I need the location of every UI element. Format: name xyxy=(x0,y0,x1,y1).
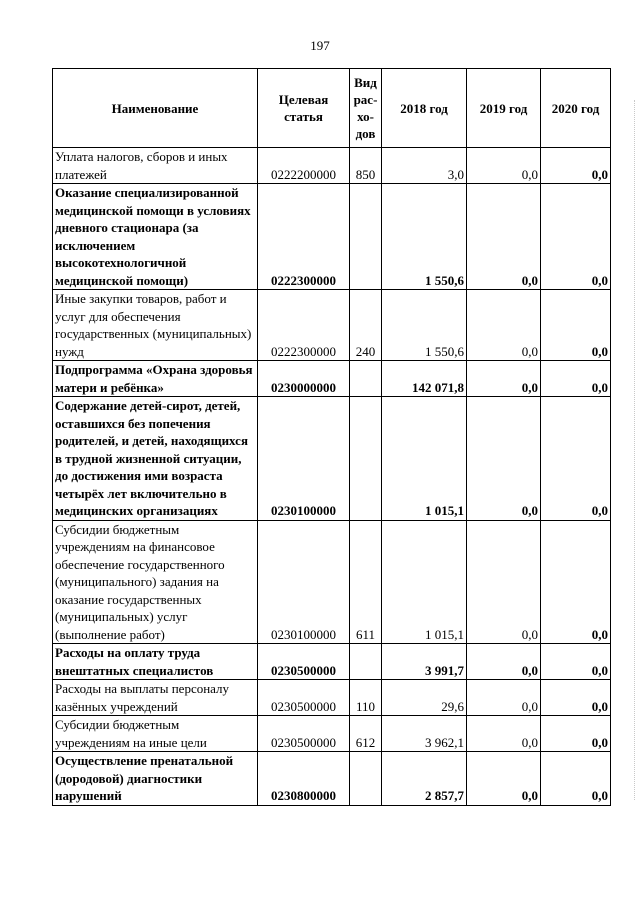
row-expense-type-cell: 612 xyxy=(350,716,382,752)
row-expense-type-cell xyxy=(350,361,382,397)
row-2018-value-cell: 2 857,7 xyxy=(382,752,467,806)
row-expense-type-cell xyxy=(350,184,382,290)
row-2019-value-cell: 0,0 xyxy=(467,680,541,716)
table-row xyxy=(53,290,611,361)
row-expense-type-cell xyxy=(350,644,382,680)
table-row xyxy=(53,644,611,680)
row-target-article-cell: 0222300000 xyxy=(258,290,350,361)
header-2019: 2019 год xyxy=(467,69,541,148)
table-row xyxy=(53,520,611,644)
table-row xyxy=(53,752,611,806)
row-2019-value-cell: 0,0 xyxy=(467,752,541,806)
row-name-cell: Расходы на выплаты персоналу казённых учреждений xyxy=(53,680,258,716)
row-2018-value-cell: 1 550,6 xyxy=(382,184,467,290)
table-header-row xyxy=(53,69,611,148)
header-2018: 2018 год xyxy=(382,69,467,148)
row-name-cell: Субсидии бюджетным учреждениям на финансовое обеспечение государственного (муниципального) задания на оказание государственных (муниципальных) услуг (выполнение работ) xyxy=(53,520,258,644)
row-expense-type-cell xyxy=(350,397,382,521)
row-2019-value-cell: 0,0 xyxy=(467,397,541,521)
row-2020-value-cell: 0,0 xyxy=(541,148,611,184)
row-target-article-cell: 0230500000 xyxy=(258,716,350,752)
row-2019-value-cell: 0,0 xyxy=(467,290,541,361)
row-2019-value-cell: 0,0 xyxy=(467,361,541,397)
table-row xyxy=(53,361,611,397)
row-2019-value-cell: 0,0 xyxy=(467,184,541,290)
table-row xyxy=(53,148,611,184)
row-2020-value-cell: 0,0 xyxy=(541,520,611,644)
row-expense-type-cell: 110 xyxy=(350,680,382,716)
row-target-article-cell: 0222300000 xyxy=(258,184,350,290)
row-2018-value-cell: 1 015,1 xyxy=(382,397,467,521)
row-name-cell: Оказание специализированной медицинской помощи в условиях дневного стационара (за исключением высокотехнологичной медицинской помощи) xyxy=(53,184,258,290)
row-target-article-cell: 0230500000 xyxy=(258,680,350,716)
budget-table xyxy=(52,68,611,806)
row-2020-value-cell: 0,0 xyxy=(541,644,611,680)
header-2020: 2020 год xyxy=(541,69,611,148)
row-2020-value-cell: 0,0 xyxy=(541,716,611,752)
header-target-article: Целевая статья xyxy=(258,69,350,148)
row-expense-type-cell xyxy=(350,752,382,806)
row-2020-value-cell: 0,0 xyxy=(541,752,611,806)
row-target-article-cell: 0230500000 xyxy=(258,644,350,680)
row-2020-value-cell: 0,0 xyxy=(541,680,611,716)
table-row xyxy=(53,716,611,752)
row-expense-type-cell: 240 xyxy=(350,290,382,361)
row-2019-value-cell: 0,0 xyxy=(467,148,541,184)
page-number: 197 xyxy=(310,38,330,53)
row-2018-value-cell: 3 991,7 xyxy=(382,644,467,680)
row-2018-value-cell: 1 015,1 xyxy=(382,520,467,644)
row-name-cell: Осуществление пренатальной (дородовой) диагностики нарушений xyxy=(53,752,258,806)
table-row xyxy=(53,397,611,521)
row-2020-value-cell: 0,0 xyxy=(541,361,611,397)
row-name-cell: Субсидии бюджетным учреждениям на иные цели xyxy=(53,716,258,752)
row-target-article-cell: 0230100000 xyxy=(258,520,350,644)
table-body xyxy=(53,148,611,806)
row-target-article-cell: 0222200000 xyxy=(258,148,350,184)
row-expense-type-cell: 850 xyxy=(350,148,382,184)
row-2019-value-cell: 0,0 xyxy=(467,644,541,680)
header-name: Наименование xyxy=(53,69,258,148)
row-target-article-cell: 0230100000 xyxy=(258,397,350,521)
row-name-cell: Содержание детей-сирот, детей, оставшихся без попечения родителей, и детей, находящихся в трудной жизненной ситуации, до достижения ими возраста четырёх лет включительно в медицинских организациях xyxy=(53,397,258,521)
row-name-cell: Подпрограмма «Охрана здоровья матери и ребёнка» xyxy=(53,361,258,397)
row-2018-value-cell: 3,0 xyxy=(382,148,467,184)
table-row xyxy=(53,184,611,290)
row-expense-type-cell: 611 xyxy=(350,520,382,644)
row-2020-value-cell: 0,0 xyxy=(541,290,611,361)
row-2018-value-cell: 3 962,1 xyxy=(382,716,467,752)
row-2018-value-cell: 29,6 xyxy=(382,680,467,716)
row-2020-value-cell: 0,0 xyxy=(541,397,611,521)
row-target-article-cell: 0230000000 xyxy=(258,361,350,397)
header-expense-type: Вид рас-хо-дов xyxy=(350,69,382,148)
row-2019-value-cell: 0,0 xyxy=(467,716,541,752)
row-2020-value-cell: 0,0 xyxy=(541,184,611,290)
row-name-cell: Уплата налогов, сборов и иных платежей xyxy=(53,148,258,184)
row-name-cell: Расходы на оплату труда внештатных специалистов xyxy=(53,644,258,680)
table-row xyxy=(53,680,611,716)
row-2018-value-cell: 142 071,8 xyxy=(382,361,467,397)
row-name-cell: Иные закупки товаров, работ и услуг для обеспечения государственных (муниципальных) нужд xyxy=(53,290,258,361)
row-2018-value-cell: 1 550,6 xyxy=(382,290,467,361)
scan-edge-marks xyxy=(634,100,638,800)
row-target-article-cell: 0230800000 xyxy=(258,752,350,806)
row-2019-value-cell: 0,0 xyxy=(467,520,541,644)
